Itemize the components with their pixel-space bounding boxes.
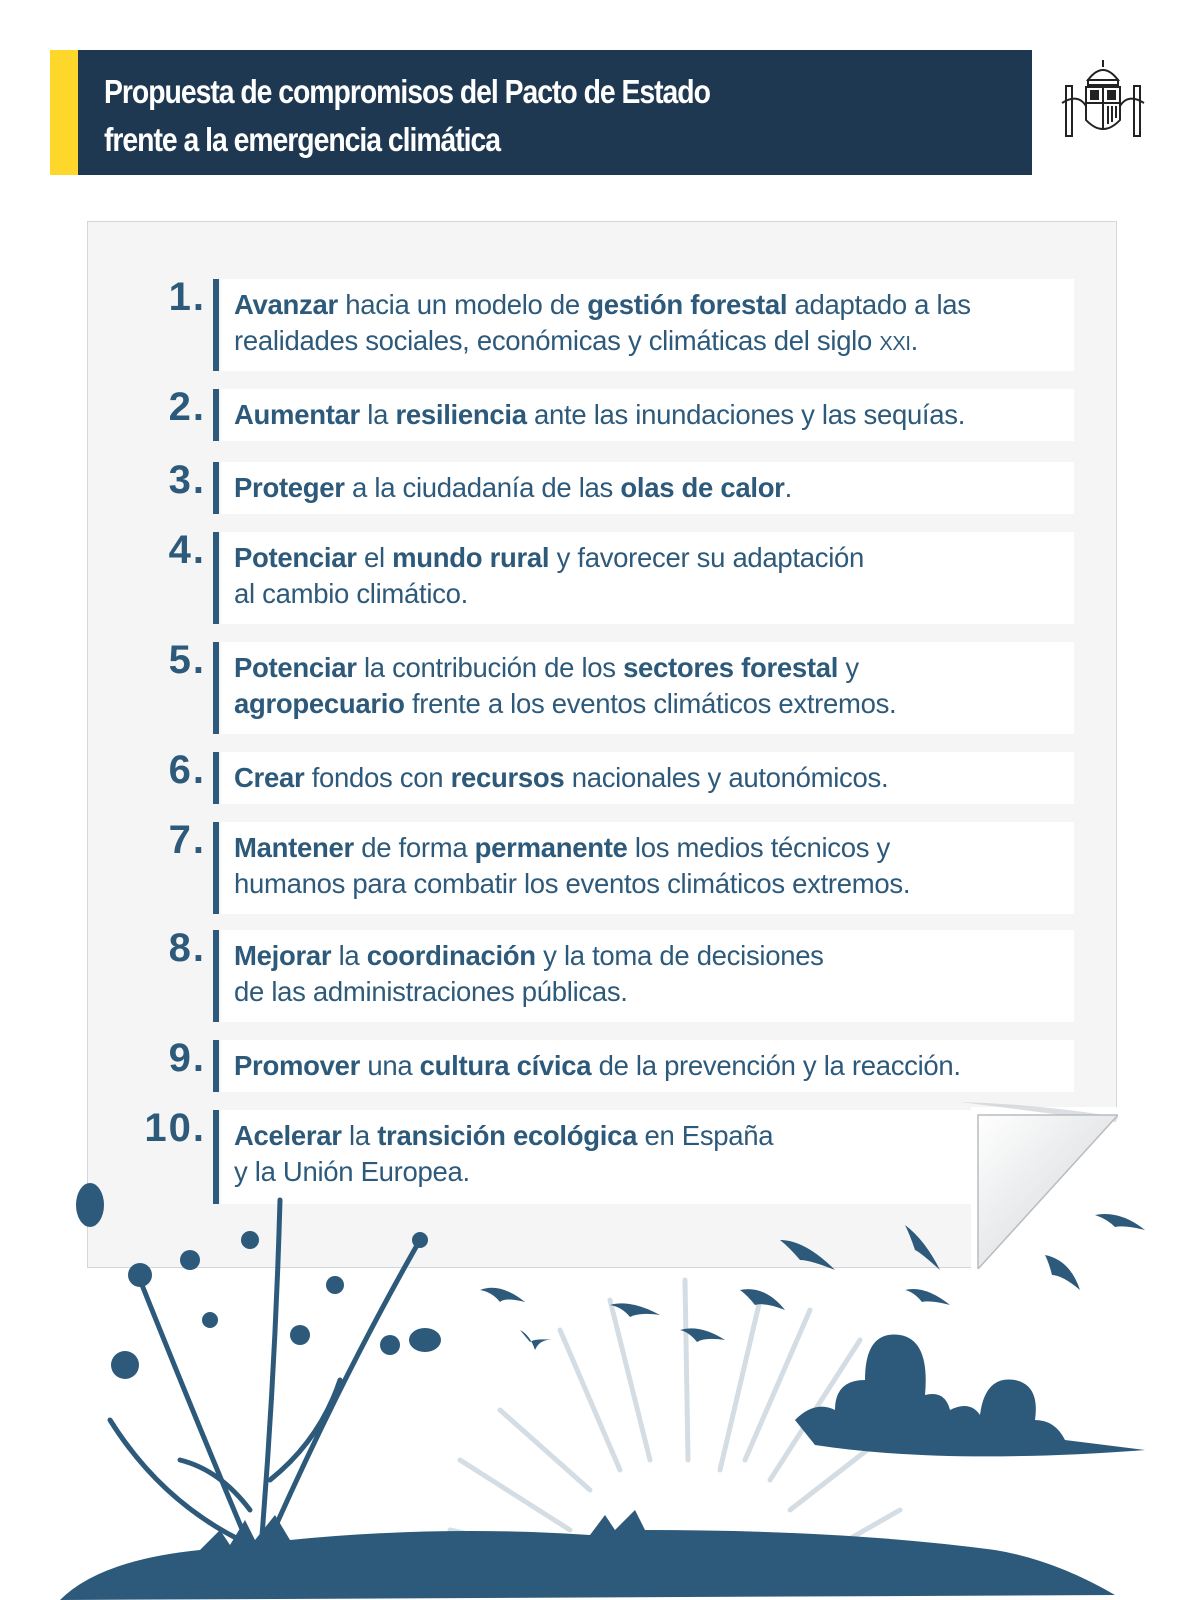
commitment-item: [88, 638, 1088, 734]
item-accent-bar: [213, 389, 219, 441]
item-text-bold: agropecuario: [234, 688, 405, 719]
item-text: [234, 830, 1064, 902]
item-text-segment: y favorecer su adaptación: [549, 542, 864, 573]
item-text-bold: Promover: [234, 1050, 360, 1081]
item-accent-bar: [213, 822, 219, 914]
item-text-segment: en España: [637, 1120, 774, 1151]
item-text: [234, 397, 1064, 433]
item-accent-bar: [213, 752, 219, 804]
item-number: 5.: [168, 638, 206, 682]
item-text-bold: Avanzar: [234, 289, 338, 320]
item-text-segment: ante las inundaciones y las sequías.: [526, 399, 966, 430]
item-number: 3.: [168, 458, 206, 502]
item-text-bold: gestión forestal: [587, 289, 788, 320]
item-text-segment: hacia un modelo de: [337, 289, 588, 320]
item-text-bold: recursos: [450, 762, 565, 793]
item-number: 10.: [144, 1106, 206, 1150]
item-text-bold: Proteger: [234, 472, 345, 503]
item-text-segment: .: [784, 472, 792, 503]
item-text: [234, 650, 1064, 722]
item-text: [234, 938, 1064, 1010]
item-text-segment: de la prevención y la reacción.: [591, 1050, 961, 1081]
wildflower-stems: [110, 1200, 420, 1560]
title-banner: [50, 50, 1032, 175]
nature-illustration: [0, 1180, 1200, 1600]
item-text: [234, 470, 1064, 506]
item-text-segment: humanos para combatir los eventos climáticos extremos.: [234, 868, 911, 899]
item-text-segment: XXI: [879, 333, 911, 355]
item-accent-bar: [213, 1040, 219, 1092]
commitment-item: [88, 385, 1088, 441]
item-text: [234, 760, 1064, 796]
item-text-bold: transición ecológica: [377, 1120, 638, 1151]
commitment-item: [88, 458, 1088, 514]
item-text-bold: permanente: [474, 832, 628, 863]
item-text-segment: los medios técnicos y: [627, 832, 890, 863]
item-text-segment: de forma: [353, 832, 475, 863]
item-accent-bar: [213, 930, 219, 1022]
item-accent-bar: [213, 462, 219, 514]
item-text-bold: cultura cívica: [419, 1050, 592, 1081]
clouds: [795, 1335, 1145, 1457]
item-number: 9.: [168, 1036, 206, 1080]
item-text-bold: mundo rural: [392, 542, 550, 573]
commitment-item: [88, 528, 1088, 624]
item-text: [234, 287, 1064, 362]
item-number: 2.: [168, 385, 206, 429]
item-text-segment: nacionales y autonómicos.: [564, 762, 889, 793]
item-number: 8.: [168, 926, 206, 970]
item-text-segment: la: [331, 940, 367, 971]
bee-icon: [76, 1183, 104, 1227]
item-text-segment: adaptado a las realidades sociales, económicas y climáticas del siglo: [234, 289, 971, 356]
item-number: 4.: [168, 528, 206, 572]
item-text-bold: Acelerar: [234, 1120, 342, 1151]
item-text-bold: Mejorar: [234, 940, 332, 971]
item-text: [234, 1048, 1064, 1084]
commitment-item: [88, 275, 1088, 371]
title-line-1: Propuesta de compromisos del Pacto de Estado: [104, 73, 710, 110]
item-text-bold: Crear: [234, 762, 305, 793]
item-text-segment: de las administraciones públicas.: [234, 976, 628, 1007]
item-number: 7.: [168, 818, 206, 862]
birds: [480, 1214, 1145, 1350]
item-text-segment: fondos con: [304, 762, 451, 793]
item-accent-bar: [213, 532, 219, 624]
item-text-segment: frente a los eventos climáticos extremos.: [404, 688, 897, 719]
yellow-accent-stripe: [50, 50, 78, 175]
item-text-segment: una: [359, 1050, 420, 1081]
item-text-bold: resiliencia: [395, 399, 527, 430]
item-text-bold: sectores forestal: [623, 652, 839, 683]
title-line-2: frente a la emergencia climática: [104, 121, 501, 158]
item-text-bold: Aumentar: [234, 399, 360, 430]
commitment-item: [88, 926, 1088, 1022]
item-text: [234, 540, 1064, 612]
item-number: 1.: [168, 275, 206, 319]
item-accent-bar: [213, 279, 219, 371]
item-text-bold: Mantener: [234, 832, 354, 863]
item-text-segment: y: [838, 652, 859, 683]
coat-of-arms-of-spain-icon: [1058, 58, 1148, 148]
item-text-segment: y la toma de decisiones: [535, 940, 824, 971]
item-text-segment: y la Unión Europea.: [234, 1156, 470, 1187]
commitment-item: [88, 748, 1088, 804]
item-text-bold: coordinación: [366, 940, 536, 971]
commitment-item: [88, 818, 1088, 914]
page-title: [104, 68, 710, 164]
item-accent-bar: [213, 642, 219, 734]
commitments-sheet: [87, 221, 1117, 1268]
item-text-bold: Potenciar: [234, 542, 357, 573]
grass: [60, 1510, 1115, 1600]
commitment-item: [88, 1036, 1088, 1092]
item-text-segment: la: [341, 1120, 378, 1151]
item-number: 6.: [168, 748, 206, 792]
bee-icon: [409, 1328, 441, 1352]
item-text-segment: la: [359, 399, 396, 430]
item-text-segment: la contribución de los: [356, 652, 624, 683]
item-text-segment: el: [356, 542, 393, 573]
item-text-bold: olas de calor: [620, 472, 785, 503]
item-text-segment: .: [910, 325, 919, 356]
item-text-bold: Potenciar: [234, 652, 357, 683]
item-text-segment: al cambio climático.: [234, 578, 468, 609]
flowers: [76, 1183, 441, 1379]
item-text-segment: a la ciudadanía de las: [344, 472, 621, 503]
